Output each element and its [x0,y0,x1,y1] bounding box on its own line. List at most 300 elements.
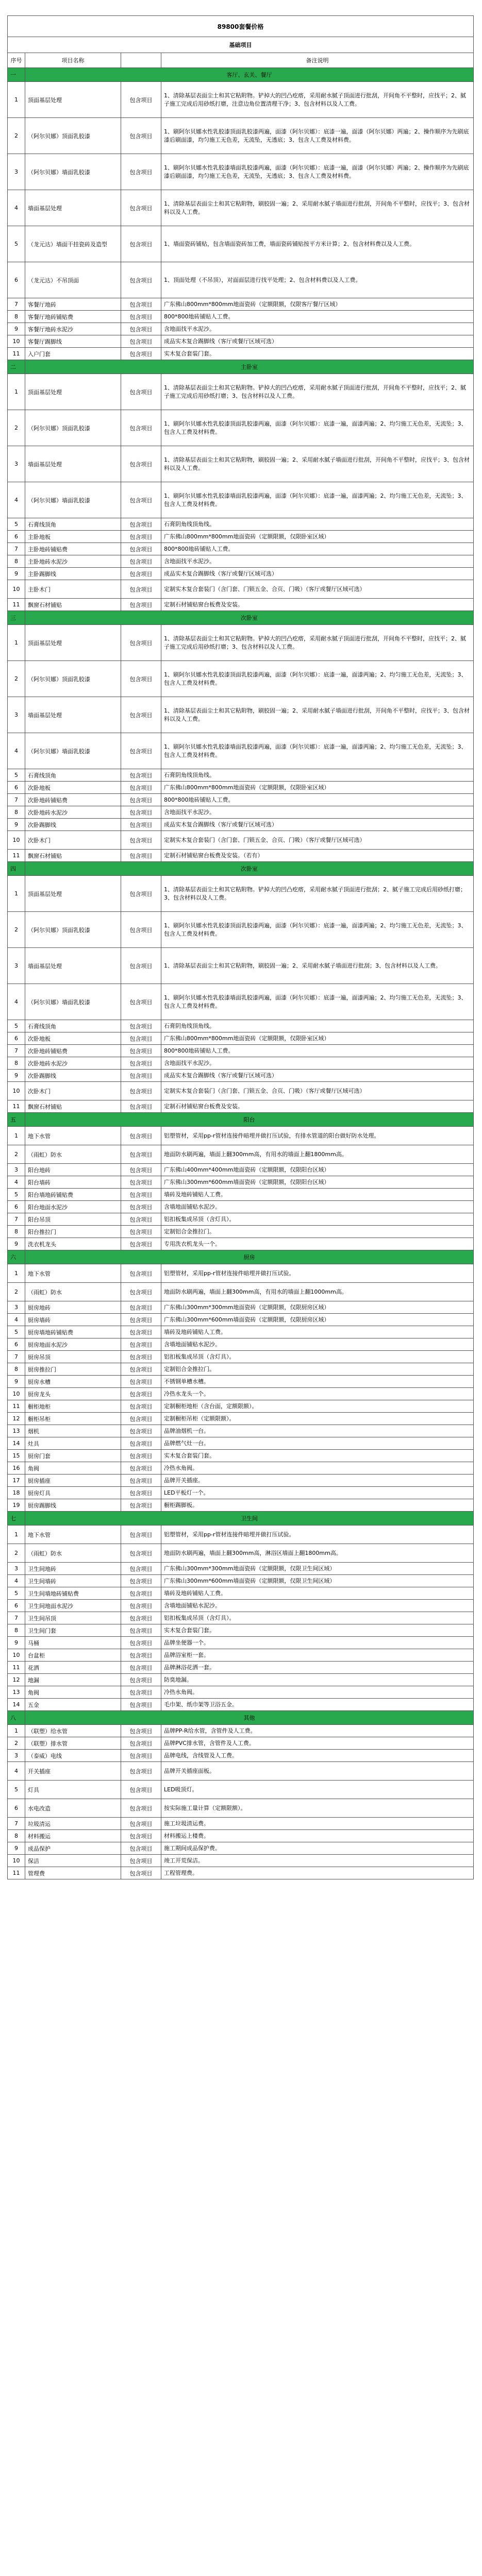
item-name: 洗衣机龙头 [25,1238,121,1250]
item-note: 1、清除基层表面尘土和其它粘附物。铲掉大的凹凸疙瘩，采用耐水腻子顶面进行批刮；2、腻子施工完成后用砂纸打磨；3、包含材料以及人工费。 [161,876,474,912]
row-number: 1 [8,1526,25,1544]
item-note: 冷热水龙头一个。 [161,1388,474,1400]
row-number: 2 [8,410,25,446]
item-note: 800*800地砖铺贴人工费。 [161,794,474,806]
item-name: （阿尔贝娜）顶面乳胶漆 [25,661,121,697]
item-note: 1、清除基层表面尘土和其它粘附物。铲掉大的凹凸疙瘩，采用耐水腻子顶面进行批刮，开间角不平整时，应找平；2、腻子施工完成后用砂纸打磨；3、包含材料以及人工费。 [161,374,474,410]
row-number: 7 [8,1612,25,1624]
table-row [8,1842,474,1855]
row-number: 17 [8,1475,25,1487]
table-row [8,1425,474,1437]
item-scope: 包含项目 [121,1612,161,1624]
row-number: 2 [8,912,25,948]
item-name: 管理费 [25,1867,121,1879]
row-number: 13 [8,1686,25,1699]
header-scope [121,53,161,68]
table-row [8,733,474,769]
table-row [8,1662,474,1674]
item-scope: 包含项目 [121,568,161,580]
item-scope: 包含项目 [121,1544,161,1563]
item-name: 厨房地面水泥沙 [25,1338,121,1351]
item-note: 广东佛山800mm*800mm地面瓷砖（定额限额，仅限卧室区域） [161,1032,474,1045]
item-note: 品牌PP-R给水管，含管件及人工费。 [161,1725,474,1737]
item-scope: 包含项目 [121,697,161,733]
item-note: LED吸顶灯。 [161,1781,474,1799]
item-name: 厨房踢脚线 [25,1499,121,1512]
item-scope: 包含项目 [121,1201,161,1213]
item-note: 实木复合套装门套。 [161,348,474,360]
item-name: 石膏线顶角 [25,1020,121,1032]
row-number: 13 [8,1425,25,1437]
item-name: 飘窗石材铺贴 [25,1100,121,1113]
section-name: 卫生间 [25,1512,474,1526]
item-name: 次卧地砖水泥沙 [25,1057,121,1070]
item-note: 定制铝合金推拉门。 [161,1226,474,1238]
row-number: 8 [8,1624,25,1637]
item-scope: 包含项目 [121,1082,161,1100]
item-scope: 包含项目 [121,1425,161,1437]
item-note: 1、清除基层表面尘土和其它粘附物。铲掉大的凹凸疙瘩，采用耐水腻子顶面进行批刮，开间角不平整时，应找平；2、腻子施工完成后用砂纸打磨，注意边角位置清理干净；3、包含材料以及人工费。 [161,82,474,118]
row-number: 16 [8,1462,25,1475]
item-name: 角阀 [25,1462,121,1475]
item-scope: 包含项目 [121,1400,161,1413]
table-row [8,1127,474,1145]
item-scope: 包含项目 [121,446,161,482]
row-number: 3 [8,446,25,482]
item-note: 墙砖及地砖铺贴人工费。 [161,1587,474,1600]
row-number: 9 [8,1070,25,1082]
table-row [8,1264,474,1283]
item-note: 品牌坐便器一个。 [161,1637,474,1649]
item-name: 灯具 [25,1781,121,1799]
table-row [8,1737,474,1750]
item-note: 定制橱柜地柜（含台面，定额限额）。 [161,1400,474,1413]
item-scope: 包含项目 [121,1563,161,1575]
item-name: 石膏线顶角 [25,769,121,782]
item-scope: 包含项目 [121,806,161,819]
item-scope: 包含项目 [121,1737,161,1750]
row-number: 9 [8,1376,25,1388]
item-note: 定制铝合金推拉门。 [161,1363,474,1376]
item-scope: 包含项目 [121,984,161,1020]
row-number: 11 [8,850,25,862]
row-number: 7 [8,794,25,806]
item-name: 垃圾清运 [25,1818,121,1830]
section-name: 厨房 [25,1250,474,1264]
item-note: LED平板灯一个。 [161,1487,474,1499]
item-scope: 包含项目 [121,769,161,782]
item-name: 角阀 [25,1686,121,1699]
table-row [8,1649,474,1662]
item-note: 石膏阴角线顶角线。 [161,518,474,531]
item-scope: 包含项目 [121,782,161,794]
row-number: 5 [8,226,25,262]
item-note: 铝扣板集成吊顶（含灯具）。 [161,1213,474,1226]
item-name: 次卧地砖水泥沙 [25,806,121,819]
item-scope: 包含项目 [121,1487,161,1499]
row-number: 5 [8,1020,25,1032]
item-note: 专用洗衣机龙头一个。 [161,1238,474,1250]
item-scope: 包含项目 [121,1842,161,1855]
item-scope: 包含项目 [121,1450,161,1462]
table-row [8,82,474,118]
table-row [8,118,474,154]
item-note: 1、刷阿尔贝娜水性乳胶漆墙面乳胶漆两遍，面漆（阿尔贝娜）：底漆一遍，面漆两遍；2、均匀施工无色差，无流坠；3、包含人工费及材料费。 [161,733,474,769]
item-name: 水电改造 [25,1799,121,1818]
item-name: （雨虹）防水 [25,1544,121,1563]
table-row [8,1799,474,1818]
row-number: 1 [8,374,25,410]
table-row [8,661,474,697]
item-name: 台盆柜 [25,1649,121,1662]
item-scope: 包含项目 [121,1575,161,1587]
row-number: 4 [8,1762,25,1781]
item-scope: 包含项目 [121,794,161,806]
item-name: 卫生间墙砖 [25,1575,121,1587]
row-number: 5 [8,1587,25,1600]
item-name: 墙面基层处理 [25,190,121,226]
table-row [8,1855,474,1867]
item-note: 含地面找平水泥沙。 [161,1057,474,1070]
row-number: 3 [8,1563,25,1575]
item-name: 飘窗石材铺贴 [25,599,121,611]
table-row [8,1624,474,1637]
item-note: 定制石材铺贴窗台板费及安装。 [161,1100,474,1113]
item-note: 品牌电线，含线管及人工费。 [161,1750,474,1762]
item-name: 飘窗石材铺贴 [25,850,121,862]
table-row [8,1164,474,1176]
item-name: 厨房灯具 [25,1487,121,1499]
row-number: 2 [8,118,25,154]
item-name: 地下水管 [25,1526,121,1544]
item-scope: 包含项目 [121,1637,161,1649]
item-scope: 包含项目 [121,482,161,518]
section-header [8,1113,474,1127]
item-scope: 包含项目 [121,1475,161,1487]
item-name: 次卧地板 [25,1032,121,1045]
section-number: 四 [8,862,25,876]
section-name: 次卧室 [25,611,474,625]
table-row [8,1450,474,1462]
row-number: 2 [8,1145,25,1164]
row-number: 10 [8,1388,25,1400]
item-note: 冷热水角阀。 [161,1462,474,1475]
row-number: 7 [8,1213,25,1226]
item-note: 品牌PVC排水管，含管件及人工费。 [161,1737,474,1750]
row-number: 19 [8,1499,25,1512]
table-row [8,446,474,482]
item-note: 墙砖及地砖铺贴人工费。 [161,1189,474,1201]
table-row [8,531,474,543]
row-number: 11 [8,599,25,611]
item-name: 入户门套 [25,348,121,360]
table-row [8,1699,474,1711]
row-number: 3 [8,1750,25,1762]
section-number: 七 [8,1512,25,1526]
item-scope: 包含项目 [121,298,161,311]
item-name: 地下水管 [25,1264,121,1283]
item-scope: 包含项目 [121,1750,161,1762]
row-number: 4 [8,733,25,769]
row-number: 4 [8,190,25,226]
item-scope: 包含项目 [121,555,161,568]
table-row [8,518,474,531]
row-number: 6 [8,1600,25,1612]
row-number: 14 [8,1437,25,1450]
item-note: 防臭地漏。 [161,1674,474,1686]
table-row [8,1045,474,1057]
row-number: 9 [8,1238,25,1250]
item-scope: 包含项目 [121,580,161,599]
row-number: 10 [8,580,25,599]
item-name: 主卧地砖水泥沙 [25,555,121,568]
item-note: 品牌燃气灶一台。 [161,1437,474,1450]
header-name: 项目名称 [25,53,121,68]
item-name: 灶具 [25,1437,121,1450]
row-number: 6 [8,1338,25,1351]
item-scope: 包含项目 [121,733,161,769]
table-row [8,298,474,311]
item-name: 地下水管 [25,1127,121,1145]
table-row [8,1475,474,1487]
item-name: 材料搬运 [25,1830,121,1842]
item-name: 次卧木门 [25,831,121,850]
item-scope: 包含项目 [121,374,161,410]
item-name: 阳台地面水泥沙 [25,1201,121,1213]
row-number: 11 [8,1100,25,1113]
table-row [8,1600,474,1612]
item-scope: 包含项目 [121,1057,161,1070]
item-scope: 包含项目 [121,1326,161,1338]
item-note: 成品实木复合踢脚线（客厅或餐厅区域可选） [161,819,474,831]
row-number: 1 [8,876,25,912]
table-row [8,1830,474,1842]
item-note: 1、刷阿尔贝娜水性乳胶漆顶面乳胶漆两遍，面漆（阿尔贝娜）：底漆一遍，面漆两遍；2、均匀施工无色差，无流坠；3、包含人工费及材料费。 [161,661,474,697]
row-number: 8 [8,806,25,819]
header-note: 备注说明 [161,53,474,68]
row-number: 3 [8,697,25,733]
table-row [8,1544,474,1563]
item-name: 阳台地砖 [25,1164,121,1176]
item-note: 石膏阴角线顶角线。 [161,1020,474,1032]
item-name: 地漏 [25,1674,121,1686]
item-scope: 包含项目 [121,518,161,531]
table-row [8,1725,474,1737]
item-name: 墙面基层处理 [25,697,121,733]
item-scope: 包含项目 [121,1600,161,1612]
item-note: 品牌淋浴花洒一套。 [161,1662,474,1674]
table-row [8,1283,474,1301]
table-row [8,568,474,580]
table-row [8,311,474,323]
item-note: 品牌油烟机一台。 [161,1425,474,1437]
item-scope: 包含项目 [121,1301,161,1314]
item-scope: 包含项目 [121,912,161,948]
item-note: 品牌开关插座面板。 [161,1762,474,1781]
item-name: （阿尔贝娜）墙面乳胶漆 [25,154,121,190]
item-name: （龙元达）墙面干挂瓷砖及造型 [25,226,121,262]
item-scope: 包含项目 [121,311,161,323]
item-scope: 包含项目 [121,1799,161,1818]
table-row [8,1032,474,1045]
item-scope: 包含项目 [121,531,161,543]
item-note: 含地面找平水泥沙。 [161,323,474,335]
table-row [8,1781,474,1799]
item-note: 广东佛山300mm*600mm墙面瓷砖（定额限额，仅限阳台区域） [161,1176,474,1189]
item-scope: 包含项目 [121,1662,161,1674]
item-scope: 包含项目 [121,948,161,984]
table-row [8,348,474,360]
item-note: 800*800地砖铺贴人工费。 [161,1045,474,1057]
item-note: 橱柜踢脚板。 [161,1499,474,1512]
row-number: 11 [8,348,25,360]
item-name: （阿尔贝娜）墙面乳胶漆 [25,984,121,1020]
item-scope: 包含项目 [121,1351,161,1363]
item-note: 1、刷阿尔贝娜水性乳胶漆顶面乳胶漆两遍，面漆（阿尔贝娜）：底漆一遍，面漆（阿尔贝娜）两遍；2、操作顺序为先刷底漆后刷面漆，均匀施工无色差，无流坠，无透底；3、包含人工费及材料费。 [161,118,474,154]
row-number: 1 [8,1264,25,1283]
item-name: 厨房吊顶 [25,1351,121,1363]
header-no: 序号 [8,53,25,68]
row-number: 9 [8,1842,25,1855]
row-number: 8 [8,311,25,323]
table-row [8,1686,474,1699]
item-note: 材料搬运上楼费。 [161,1830,474,1842]
item-note: 成品实木复合踢脚线（客厅或餐厅区域可选） [161,335,474,348]
item-name: 主卧地板 [25,531,121,543]
item-note: 定制橱柜吊柜（定额限额）。 [161,1413,474,1425]
item-name: （雨虹）防水 [25,1283,121,1301]
item-name: 客餐厅地砖 [25,298,121,311]
table-row [8,543,474,555]
item-name: 卫生间地砖 [25,1563,121,1575]
row-number: 11 [8,1662,25,1674]
table-row [8,1762,474,1781]
section-number: 六 [8,1250,25,1264]
item-scope: 包含项目 [121,1867,161,1879]
item-scope: 包含项目 [121,1499,161,1512]
row-number: 4 [8,984,25,1020]
item-note: 含地面找平水泥沙。 [161,555,474,568]
item-scope: 包含项目 [121,1526,161,1544]
row-number: 9 [8,323,25,335]
section-header [8,68,474,82]
row-number: 5 [8,1326,25,1338]
item-name: 墙面基层处理 [25,446,121,482]
row-number: 6 [8,1201,25,1213]
item-note: 不锈钢单槽水槽。 [161,1376,474,1388]
table-row [8,1400,474,1413]
item-scope: 包含项目 [121,1363,161,1376]
item-scope: 包含项目 [121,1587,161,1600]
table-row [8,1326,474,1338]
table-row [8,1238,474,1250]
item-scope: 包含项目 [121,1020,161,1032]
item-note: 广东佛山300mm*600mm墙面瓷砖（定额限额，仅限卫生间区域） [161,1575,474,1587]
table-row [8,323,474,335]
item-note: 定制实木复合套装门（含门套、门锁五金、合页、门吸）（客厅或餐厅区域可选） [161,831,474,850]
item-name: 五金 [25,1699,121,1711]
item-note: 含墙地面铺贴水泥沙。 [161,1600,474,1612]
item-scope: 包含项目 [121,1649,161,1662]
item-name: 烟机 [25,1425,121,1437]
item-note: 1、顶面处理（不吊顶），对面面层进行找平处理；2、包含材料费以及人工费。 [161,262,474,298]
item-scope: 包含项目 [121,1686,161,1699]
item-note: 广东佛山300mm*300mm地面瓷砖（定额限额，仅限卫生间区域） [161,1563,474,1575]
item-note: 定制石材铺贴窗台板费及安装。（若有） [161,850,474,862]
item-name: 卫生间门套 [25,1624,121,1637]
item-note: 1、刷阿尔贝娜水性乳胶漆墙面乳胶漆两遍，面漆（阿尔贝娜）：底漆一遍，面漆两遍；2、均匀施工无色差，无流坠；3、包含人工费及材料费。 [161,984,474,1020]
table-row [8,1376,474,1388]
item-scope: 包含项目 [121,1070,161,1082]
table-row [8,1499,474,1512]
item-name: （泰威）电线 [25,1750,121,1762]
item-name: 石膏线顶角 [25,518,121,531]
row-number: 18 [8,1487,25,1499]
item-name: 卫生间墙地砖铺贴费 [25,1587,121,1600]
table-row [8,876,474,912]
table-row [8,335,474,348]
row-number: 2 [8,1283,25,1301]
item-scope: 包含项目 [121,1238,161,1250]
item-name: 厨房墙地砖铺贴费 [25,1326,121,1338]
section-number: 三 [8,611,25,625]
row-number: 8 [8,1363,25,1376]
item-note: 广东佛山800mm*800mm地面瓷砖（定额限额，仅限卧室区域） [161,782,474,794]
row-number: 12 [8,1674,25,1686]
row-number: 8 [8,1226,25,1238]
table-row [8,1213,474,1226]
table-row [8,1612,474,1624]
item-note: 实木复合套装门套。 [161,1450,474,1462]
item-note: 地面防水刷两遍，墙面上翻300mm高，有用水的墙面上翻1000mm高。 [161,1283,474,1301]
table-title: 89800套餐价格 [8,16,474,37]
row-number: 6 [8,531,25,543]
table-row [8,1363,474,1376]
table-row [8,1674,474,1686]
section-header [8,1512,474,1526]
item-note: 成品实木复合踢脚线（客厅或餐厅区域可选） [161,1070,474,1082]
item-note: 铝塑管材，采用pp-r管材连接件暗埋并做打压试验，有排水管道的阳台做好防水处理。 [161,1127,474,1145]
item-name: （阿尔贝娜）墙面乳胶漆 [25,482,121,518]
row-number: 3 [8,948,25,984]
item-name: （阿尔贝娜）顶面乳胶漆 [25,410,121,446]
row-number: 9 [8,1637,25,1649]
table-row [8,1750,474,1762]
table-row [8,1867,474,1879]
section-number: 一 [8,68,25,82]
item-scope: 包含项目 [121,410,161,446]
item-scope: 包含项目 [121,1176,161,1189]
row-number: 8 [8,555,25,568]
item-note: 广东佛山300mm*600mm墙面瓷砖（定额限额，仅限厨房区域） [161,1314,474,1326]
item-note: 1、清除基层表面尘土和其它粘附物，刷胶固一遍；2、采用耐水腻子墙面进行批刮，开间角不平整时，应找平；3、包含材料以及人工费。 [161,190,474,226]
item-name: 客餐厅地砖水泥沙 [25,323,121,335]
item-name: 厨房地砖 [25,1301,121,1314]
item-scope: 包含项目 [121,190,161,226]
item-note: 定制实木复合套装门（含门套、门锁五金、合页、门吸）（客厅或餐厅区域可选） [161,1082,474,1100]
section-number: 二 [8,360,25,374]
item-name: 马桶 [25,1637,121,1649]
item-note: 按实际施工量计算（定额限额）。 [161,1799,474,1818]
item-name: 厨房水槽 [25,1376,121,1388]
item-name: 花洒 [25,1662,121,1674]
item-note: 品牌开关插座。 [161,1475,474,1487]
row-number: 1 [8,1725,25,1737]
table-row [8,226,474,262]
item-name: 客餐厅踢脚线 [25,335,121,348]
item-note: 800*800地砖铺贴人工费。 [161,543,474,555]
table-row [8,850,474,862]
